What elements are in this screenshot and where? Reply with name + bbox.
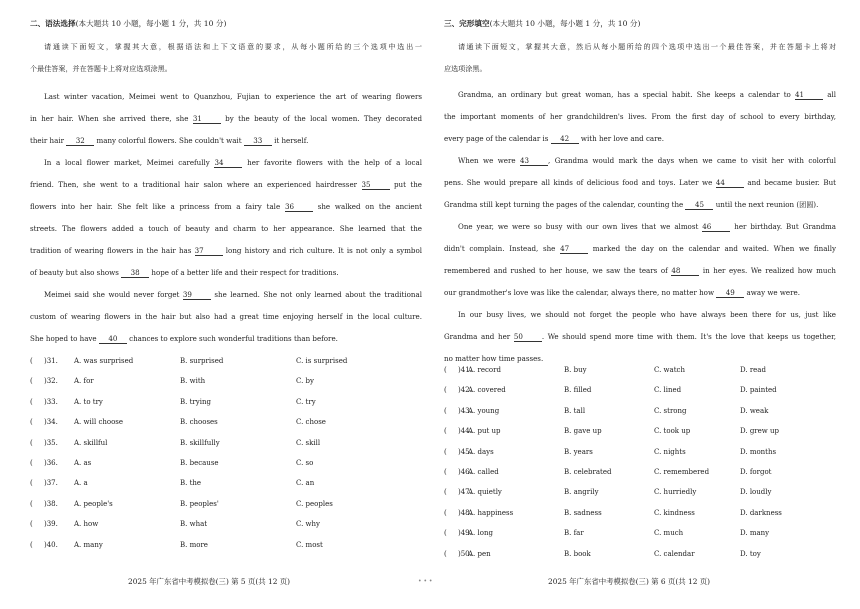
- answer-bracket[interactable]: (: [30, 377, 33, 386]
- option-a[interactable]: A. put up: [468, 427, 501, 436]
- option-a[interactable]: A. to try: [74, 397, 103, 406]
- question-row: [444, 407, 836, 427]
- passage-text: of beauty but also shows: [30, 268, 122, 277]
- answer-blank[interactable]: 39: [183, 290, 211, 300]
- answer-blank[interactable]: 48: [671, 266, 699, 276]
- option-c[interactable]: C. hurriedly: [654, 488, 697, 497]
- answer-bracket[interactable]: (: [30, 418, 33, 427]
- passage-line: [444, 150, 836, 172]
- question-row: [30, 439, 422, 459]
- passage-line: [30, 328, 422, 350]
- instruction-line: 应选项涂黑。: [444, 64, 487, 73]
- question-number: )50.: [458, 549, 472, 558]
- option-b[interactable]: B. book: [564, 549, 591, 558]
- question-number: )32.: [44, 377, 58, 386]
- option-c[interactable]: C. try: [296, 397, 316, 406]
- instruction-line: 请通读下面短文，掌握其大意，然后从每小题所给的四个选项中选出一个最佳答案，并在答题卡上将对: [458, 42, 836, 51]
- question-number: )43.: [458, 406, 472, 415]
- option-b[interactable]: B. what: [180, 520, 208, 529]
- passage-text: Meimei said she would never forget: [44, 290, 183, 299]
- option-c[interactable]: C. remembered: [654, 467, 710, 476]
- option-a[interactable]: A. people's: [74, 499, 113, 508]
- option-c[interactable]: C. so: [296, 458, 314, 467]
- passage-line: [30, 108, 422, 130]
- option-c[interactable]: C. strong: [654, 406, 687, 415]
- option-b[interactable]: B. sadness: [564, 508, 602, 517]
- option-b[interactable]: B. chooses: [180, 418, 218, 427]
- question-number: )33.: [44, 397, 58, 406]
- fold-mark: • • •: [418, 578, 433, 585]
- option-d[interactable]: D. darkness: [740, 508, 782, 517]
- question-row: [30, 418, 422, 438]
- passage-text: remembered and rushed to her house, we saw the tears of: [444, 266, 672, 275]
- option-b[interactable]: B. trying: [180, 397, 211, 406]
- option-c[interactable]: C. an: [296, 479, 315, 488]
- cloze-instructions: [444, 36, 836, 80]
- answer-bracket[interactable]: (: [30, 357, 33, 365]
- question-number: )49.: [458, 529, 472, 538]
- question-row: [30, 520, 422, 540]
- passage-text: their hair: [30, 136, 67, 145]
- question-row: [30, 398, 422, 418]
- answer-blank[interactable]: 50: [514, 332, 542, 342]
- passage-line: [444, 128, 836, 150]
- option-a[interactable]: A. as: [74, 458, 92, 467]
- option-c[interactable]: C. by: [296, 377, 314, 386]
- passage-text: tradition of wearing flowers in the hair has: [30, 246, 195, 255]
- question-row: [30, 479, 422, 499]
- question-number: )45.: [458, 447, 472, 456]
- passage-text: chances to explore such wonderful traditions than before.: [126, 334, 338, 343]
- option-c[interactable]: C. kindness: [654, 508, 695, 517]
- passage-text: pens. She would prepare all kinds of delicious food and toys. Later we: [444, 178, 716, 187]
- option-c[interactable]: C. calendar: [654, 549, 695, 558]
- passage-line: [30, 196, 422, 218]
- option-c[interactable]: C. took up: [654, 427, 691, 436]
- grammar-section-title: [30, 18, 226, 29]
- answer-blank[interactable]: 49: [716, 288, 744, 298]
- passage-text: , Grandma would mark the days when we came to visit her with colorful: [548, 156, 836, 165]
- option-a[interactable]: A. for: [74, 377, 94, 386]
- question-number: )36.: [44, 458, 58, 467]
- question-number: )47.: [458, 488, 472, 497]
- answer-bracket[interactable]: (: [30, 520, 33, 529]
- question-number: )34.: [44, 418, 58, 427]
- page-footer: 2025 年广东省中考模拟卷(三) 第 6 页(共 12 页): [548, 577, 711, 586]
- option-d[interactable]: D. loudly: [740, 488, 772, 497]
- question-number: )48.: [458, 508, 472, 517]
- option-d[interactable]: D. weak: [740, 406, 769, 415]
- question-row: [444, 529, 836, 549]
- passage-text: it herself.: [271, 136, 309, 145]
- passage-text: didn't complain. Instead, she: [444, 244, 561, 253]
- option-b[interactable]: B. angrily: [564, 488, 599, 497]
- answer-bracket[interactable]: (: [30, 499, 33, 508]
- option-b[interactable]: B. celebrated: [564, 467, 612, 476]
- answer-bracket[interactable]: (: [30, 458, 33, 467]
- passage-text: streets. The flowers added a touch of beauty and charm to her appearance. She learned that the: [30, 224, 422, 233]
- question-number: )31.: [44, 357, 58, 365]
- option-a[interactable]: A. skillful: [74, 438, 108, 447]
- section-note: (本大题共 10 小题，每小题 1 分，共 10 分): [489, 19, 641, 28]
- passage-line: [444, 172, 836, 194]
- answer-bracket[interactable]: (: [444, 386, 447, 395]
- option-c[interactable]: C. watch: [654, 366, 685, 374]
- option-d[interactable]: D. many: [740, 529, 770, 538]
- passage-text: the important moments of her grandchildren's lives. From the first day of school to every birthday,: [444, 112, 836, 121]
- passage-text: all: [823, 90, 836, 99]
- option-b[interactable]: B. skillfully: [180, 438, 220, 447]
- passage-text: . We should spend more time with them. It's the love that keeps us together,: [541, 332, 836, 341]
- passage-text: Grandma, an ordinary but great woman, has a special habit. She keeps a calendar to: [458, 90, 796, 99]
- option-c[interactable]: C. much: [654, 529, 684, 538]
- option-b[interactable]: B. far: [564, 529, 584, 538]
- question-number: )44.: [458, 427, 472, 436]
- passage-text: long history and rich culture. It is not only a symbol: [222, 246, 422, 255]
- option-c[interactable]: C. nights: [654, 447, 686, 456]
- passage-text: Grandma still kept turning the pages of the calendar, counting the: [444, 200, 686, 209]
- passage-text: every page of the calendar is: [444, 134, 551, 143]
- grammar-passage: [30, 86, 422, 350]
- option-b[interactable]: B. tall: [564, 406, 586, 415]
- passage-text: by the beauty of the local women. They decorated: [220, 114, 422, 123]
- passage-text: she walked on the ancient: [312, 202, 422, 211]
- question-number: )42.: [458, 386, 472, 395]
- answer-blank[interactable]: 44: [716, 178, 744, 188]
- passage-line: [30, 130, 422, 152]
- passage-line: [30, 152, 422, 174]
- question-row: [30, 500, 422, 520]
- answer-bracket[interactable]: (: [444, 406, 447, 415]
- passage-text: in her eyes. We realized how much: [699, 266, 836, 275]
- answer-blank[interactable]: 34: [214, 158, 242, 168]
- answer-bracket[interactable]: (: [30, 540, 33, 549]
- answer-blank[interactable]: 40: [99, 334, 127, 344]
- passage-line: [444, 260, 836, 282]
- passage-text: She hoped to have: [30, 334, 99, 343]
- answer-blank[interactable]: 35: [362, 180, 390, 190]
- answer-bracket[interactable]: (: [444, 529, 447, 538]
- page-footer: 2025 年广东省中考模拟卷(三) 第 5 页(共 12 页): [128, 577, 291, 586]
- page-6: [444, 0, 836, 609]
- option-c[interactable]: C. peoples: [296, 499, 333, 508]
- passage-text: custom of wearing flowers in the hair but also had a great time enjoying herself in the local culture.: [30, 312, 422, 321]
- question-row: [30, 357, 422, 377]
- option-c[interactable]: C. why: [296, 520, 321, 529]
- option-a[interactable]: A. happiness: [468, 508, 514, 517]
- passage-line: [30, 174, 422, 196]
- passage-line: [30, 218, 422, 240]
- passage-text: and became busier. But: [743, 178, 836, 187]
- option-b[interactable]: B. buy: [564, 366, 587, 374]
- option-b[interactable]: B. years: [564, 447, 593, 456]
- answer-bracket[interactable]: (: [30, 397, 33, 406]
- option-c[interactable]: C. skill: [296, 438, 321, 447]
- answer-bracket[interactable]: (: [444, 427, 447, 436]
- passage-text: she learned. She not only learned about the traditional: [210, 290, 422, 299]
- option-a[interactable]: A. will choose: [74, 418, 124, 427]
- answer-bracket[interactable]: (: [444, 508, 447, 517]
- grammar-instructions: [30, 36, 422, 80]
- option-b[interactable]: B. more: [180, 540, 208, 549]
- grammar-options: [30, 357, 422, 561]
- option-b[interactable]: B. gave up: [564, 427, 602, 436]
- passage-text: Last winter vacation, Meimei went to Quanzhou, Fujian to experience the art of wearing flowers: [44, 92, 422, 101]
- question-number: )46.: [458, 467, 472, 476]
- passage-text: in her hair. When she arrived there, she: [30, 114, 193, 123]
- option-a[interactable]: A. a: [74, 479, 88, 488]
- passage-line: [30, 306, 422, 328]
- option-a[interactable]: A. called: [468, 467, 499, 476]
- option-b[interactable]: B. peoples': [180, 499, 219, 508]
- option-a[interactable]: A. long: [468, 529, 493, 538]
- answer-bracket[interactable]: (: [444, 549, 447, 558]
- question-number: )39.: [44, 520, 58, 529]
- option-a[interactable]: A. was surprised: [74, 357, 134, 365]
- question-number: )40.: [44, 540, 58, 549]
- question-number: )38.: [44, 499, 58, 508]
- passage-line: [30, 262, 422, 284]
- passage-line: [30, 240, 422, 262]
- option-d[interactable]: D. painted: [740, 386, 777, 395]
- question-row: [444, 427, 836, 447]
- option-d[interactable]: D. read: [740, 366, 766, 374]
- question-row: [30, 541, 422, 561]
- cloze-passage: [444, 84, 836, 370]
- page-5: [30, 0, 422, 609]
- answer-blank[interactable]: 47: [560, 244, 588, 254]
- option-c[interactable]: C. is surprised: [296, 357, 348, 365]
- question-row: [444, 448, 836, 468]
- section-title-text: 三、完形填空: [444, 19, 490, 28]
- option-b[interactable]: B. surprised: [180, 357, 224, 365]
- answer-blank[interactable]: 37: [195, 246, 223, 256]
- section-note: (本大题共 10 小题，每小题 1 分，共 10 分): [75, 19, 227, 28]
- option-b[interactable]: B. with: [180, 377, 206, 386]
- answer-blank[interactable]: 38: [121, 268, 149, 278]
- option-a[interactable]: A. record: [468, 366, 501, 374]
- option-d[interactable]: D. forgot: [740, 467, 772, 476]
- answer-blank[interactable]: 32: [66, 136, 94, 146]
- passage-line: [444, 238, 836, 260]
- option-d[interactable]: D. grew up: [740, 427, 779, 436]
- option-a[interactable]: A. many: [74, 540, 103, 549]
- passage-text: her birthday. But Grandma: [730, 222, 836, 231]
- passage-line: [444, 106, 836, 128]
- answer-blank[interactable]: 33: [244, 136, 272, 146]
- answer-blank[interactable]: 36: [285, 202, 313, 212]
- passage-text: Grandma and her: [444, 332, 514, 341]
- passage-text: with her love and care.: [578, 134, 664, 143]
- passage-line: [444, 326, 836, 348]
- passage-text: marked the day on the calendar and waited. When we finally: [588, 244, 836, 253]
- answer-blank[interactable]: 41: [795, 90, 823, 100]
- answer-blank[interactable]: 43: [520, 156, 548, 166]
- passage-line: [444, 216, 836, 238]
- passage-text: One year, we were so busy with our own lives that we almost: [458, 222, 703, 231]
- answer-bracket[interactable]: (: [444, 447, 447, 456]
- passage-text: flowers into her hair. She felt like a princess from a fairy tale: [30, 202, 285, 211]
- passage-text: put the: [389, 180, 422, 189]
- instruction-line: 个最佳答案，并在答题卡上将对应选项涂黑。: [30, 64, 172, 73]
- option-a[interactable]: A. quietly: [468, 488, 502, 497]
- option-a[interactable]: A. young: [468, 406, 500, 415]
- passage-text: friend. Then, she went to a traditional hair salon where an experienced hairdresser: [30, 180, 362, 189]
- answer-blank[interactable]: 45: [685, 200, 713, 210]
- cloze-options: [444, 366, 836, 570]
- passage-text: her favorite flowers with the help of a local: [242, 158, 422, 167]
- answer-bracket[interactable]: (: [30, 438, 33, 447]
- option-c[interactable]: C. lined: [654, 386, 682, 395]
- question-row: [444, 468, 836, 488]
- passage-text: In a local flower market, Meimei carefully: [44, 158, 215, 167]
- passage-text: many colorful flowers. She couldn't wait: [94, 136, 244, 145]
- answer-blank[interactable]: 42: [551, 134, 579, 144]
- question-row: [444, 488, 836, 508]
- passage-line: [444, 84, 836, 106]
- question-row: [444, 550, 836, 570]
- passage-text: until the next reunion (团圆).: [713, 200, 819, 209]
- question-number: )35.: [44, 438, 58, 447]
- option-d[interactable]: D. toy: [740, 549, 761, 558]
- question-number: )41.: [458, 366, 472, 374]
- passage-text: In our busy lives, we should not forget the people who have always been there for us, just like: [458, 310, 836, 319]
- option-a[interactable]: A. how: [74, 520, 99, 529]
- passage-line: [30, 86, 422, 108]
- instruction-line: 请通读下面短文，掌握其大意，根据语法和上下文语意的要求，从每小题所给的三个选项中选出一: [44, 42, 422, 51]
- question-row: [444, 509, 836, 529]
- passage-line: [444, 304, 836, 326]
- option-c[interactable]: C. most: [296, 540, 323, 549]
- option-d[interactable]: D. months: [740, 447, 777, 456]
- option-a[interactable]: A. covered: [468, 386, 506, 395]
- option-a[interactable]: A. pen: [468, 549, 491, 558]
- question-row: [444, 386, 836, 406]
- option-b[interactable]: B. the: [180, 479, 202, 488]
- option-b[interactable]: B. filled: [564, 386, 592, 395]
- passage-text: hope of a better life and their respect for traditions.: [149, 268, 339, 277]
- passage-line: [444, 194, 836, 216]
- section-title-text: 二、语法选择: [30, 19, 76, 28]
- answer-bracket[interactable]: (: [444, 467, 447, 476]
- question-row: [30, 377, 422, 397]
- passage-text: no matter how time passes.: [444, 354, 544, 363]
- passage-text: our grandmother's love was like the calendar, always there, no matter how: [444, 288, 717, 297]
- answer-bracket[interactable]: (: [444, 488, 447, 497]
- passage-text: away we were.: [744, 288, 800, 297]
- answer-bracket[interactable]: (: [444, 366, 447, 374]
- answer-blank[interactable]: 31: [193, 114, 221, 124]
- question-number: )37.: [44, 479, 58, 488]
- answer-bracket[interactable]: (: [30, 479, 33, 488]
- option-c[interactable]: C. chose: [296, 418, 326, 427]
- passage-line: [444, 282, 836, 304]
- question-row: [30, 459, 422, 479]
- option-b[interactable]: B. because: [180, 458, 219, 467]
- answer-blank[interactable]: 46: [702, 222, 730, 232]
- passage-line: [30, 284, 422, 306]
- question-row: [444, 366, 836, 386]
- passage-text: When we were: [458, 156, 521, 165]
- option-a[interactable]: A. days: [468, 447, 494, 456]
- cloze-section-title: [444, 18, 640, 29]
